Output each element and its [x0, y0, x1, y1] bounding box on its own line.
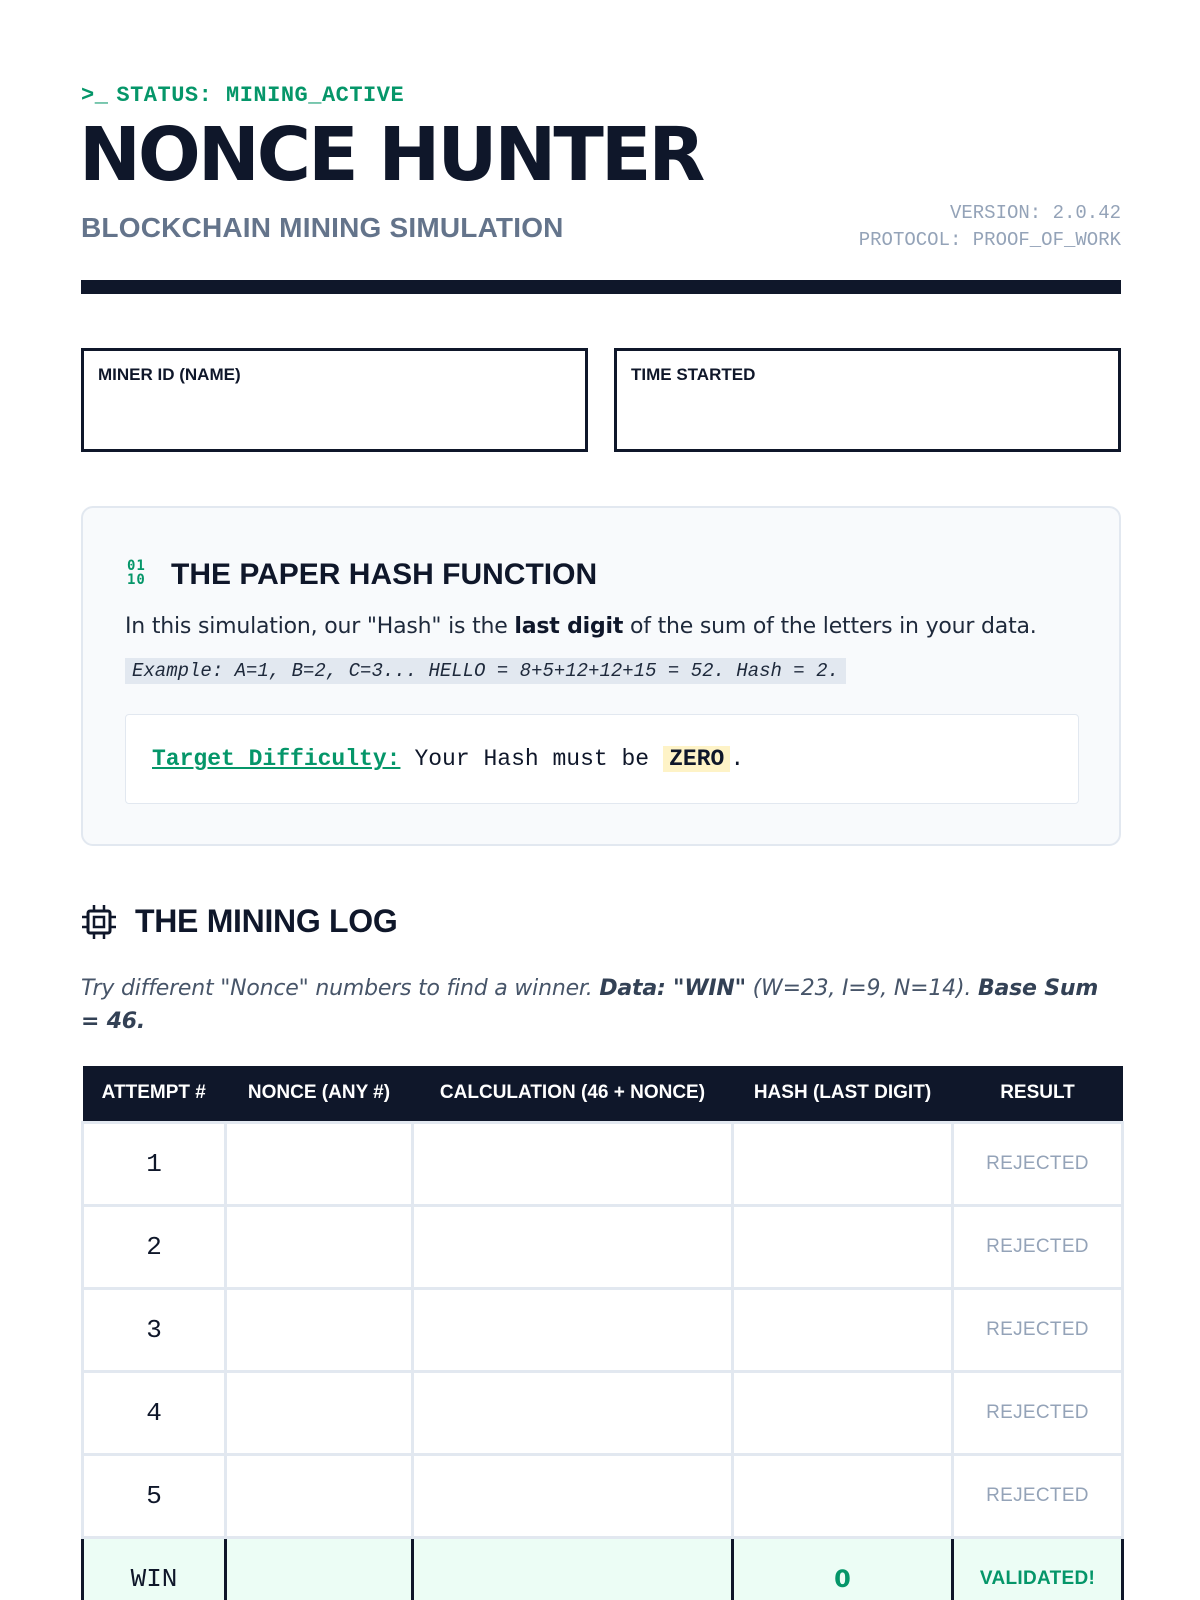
- attempt-cell: 5: [83, 1454, 226, 1537]
- miner-id-label: MINER ID (NAME): [98, 365, 241, 384]
- log-desc-pre: Try different "Nonce" numbers to find a winner.: [81, 976, 600, 1001]
- protocol-text: PROTOCOL: PROOF_OF_WORK: [858, 229, 1121, 251]
- table-header-row: [83, 1066, 1123, 1122]
- binary-icon: 01 10: [127, 558, 146, 588]
- hash-desc-pre: In this simulation, our "Hash" is the: [125, 614, 515, 639]
- table-row: [83, 1122, 1123, 1205]
- hash-function-title: THE PAPER HASH FUNCTION: [171, 558, 598, 591]
- miner-id-field[interactable]: [81, 348, 588, 452]
- calculation-cell[interactable]: [413, 1288, 733, 1371]
- time-started-label: TIME STARTED: [631, 365, 756, 384]
- header-calculation: CALCULATION (46 + NONCE): [413, 1066, 733, 1122]
- nonce-cell[interactable]: [226, 1122, 413, 1205]
- log-desc-base-sum: Base Sum = 46.: [81, 976, 1099, 1034]
- hash-cell[interactable]: [733, 1371, 953, 1454]
- win-row: [83, 1537, 1123, 1600]
- attempt-cell: 2: [83, 1205, 226, 1288]
- version-meta: [859, 200, 1121, 254]
- table-row: [83, 1288, 1123, 1371]
- result-cell: REJECTED: [953, 1122, 1123, 1205]
- hash-cell[interactable]: [733, 1288, 953, 1371]
- mining-log-title: THE MINING LOG: [135, 903, 398, 939]
- result-cell: REJECTED: [953, 1371, 1123, 1454]
- mining-log-description: [81, 972, 1121, 1038]
- result-cell: REJECTED: [953, 1288, 1123, 1371]
- header-result: RESULT: [953, 1066, 1123, 1122]
- win-calculation-cell[interactable]: [413, 1537, 733, 1600]
- nonce-cell[interactable]: [226, 1371, 413, 1454]
- hash-function-header: [127, 558, 597, 592]
- log-desc-data: Data: "WIN": [599, 976, 746, 1001]
- target-difficulty-box: [125, 714, 1079, 804]
- page-title: NONCE HUNTER: [79, 112, 703, 198]
- win-result-cell: VALIDATED!: [953, 1537, 1123, 1600]
- nonce-cell[interactable]: [226, 1454, 413, 1537]
- hash-function-panel: [81, 506, 1121, 846]
- target-end: .: [730, 746, 745, 772]
- table-row: [83, 1454, 1123, 1537]
- calculation-cell[interactable]: [413, 1454, 733, 1537]
- header-nonce: NONCE (ANY #): [226, 1066, 413, 1122]
- mining-log-header: [81, 903, 397, 940]
- attempt-cell: 3: [83, 1288, 226, 1371]
- header-hash: HASH (LAST DIGIT): [733, 1066, 953, 1122]
- log-desc-mid: (W=23, I=9, N=14).: [745, 976, 978, 1001]
- win-hash-cell: 0: [733, 1537, 953, 1600]
- time-started-field[interactable]: [614, 348, 1121, 452]
- header-divider: [81, 280, 1121, 294]
- calculation-cell[interactable]: [413, 1205, 733, 1288]
- terminal-prompt-icon: >_: [81, 83, 109, 108]
- status-line: [81, 83, 404, 108]
- hash-example: Example: A=1, B=2, C=3... HELLO = 8+5+12+12+15 = 52. Hash = 2.: [125, 658, 846, 684]
- nonce-cell[interactable]: [226, 1205, 413, 1288]
- result-cell: REJECTED: [953, 1205, 1123, 1288]
- attempt-cell: 4: [83, 1371, 226, 1454]
- hash-cell[interactable]: [733, 1122, 953, 1205]
- calculation-cell[interactable]: [413, 1122, 733, 1205]
- nonce-cell[interactable]: [226, 1288, 413, 1371]
- target-value-badge: ZERO: [663, 746, 730, 772]
- win-nonce-cell[interactable]: [226, 1537, 413, 1600]
- cpu-chip-icon: [81, 904, 117, 940]
- version-text: VERSION: 2.0.42: [949, 202, 1121, 224]
- hash-desc-post: of the sum of the letters in your data.: [623, 614, 1037, 639]
- hash-cell[interactable]: [733, 1205, 953, 1288]
- attempt-cell: 1: [83, 1122, 226, 1205]
- hash-function-description: [125, 614, 1037, 639]
- header-attempt: ATTEMPT #: [83, 1066, 226, 1122]
- mining-log-table: [81, 1066, 1124, 1600]
- page-subtitle: BLOCKCHAIN MINING SIMULATION: [81, 212, 564, 243]
- hash-desc-bold: last digit: [514, 614, 624, 639]
- status-text: STATUS: MINING_ACTIVE: [116, 83, 405, 108]
- result-cell: REJECTED: [953, 1454, 1123, 1537]
- hash-cell[interactable]: [733, 1454, 953, 1537]
- worksheet-page: [81, 0, 1121, 1600]
- target-difficulty-text: Your Hash must be: [414, 746, 650, 772]
- table-row: [83, 1205, 1123, 1288]
- calculation-cell[interactable]: [413, 1371, 733, 1454]
- target-difficulty-label: Target Difficulty:: [152, 746, 401, 772]
- win-attempt-cell: WIN: [83, 1537, 226, 1600]
- table-row: [83, 1371, 1123, 1454]
